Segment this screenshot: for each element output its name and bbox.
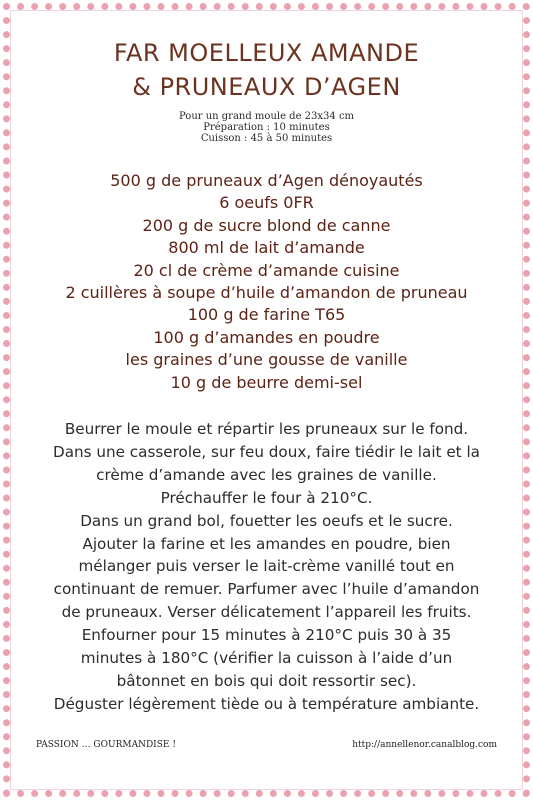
instruction-line: Dans une casserole, sur feu doux, faire tiédir le lait et la <box>53 442 480 461</box>
instruction-line: Enfourner pour 15 minutes à 210°C puis 30 à 35 <box>81 626 452 645</box>
instruction-line: mélanger puis verser le lait-crème vanillé tout en <box>78 557 455 576</box>
instruction-line: minutes à 180°C (vérifier la cuisson à l’aide d’un <box>80 649 453 668</box>
ingredient-item: 20 cl de crème d’amande cuisine <box>133 260 400 280</box>
footer-tagline: PASSION … GOURMANDISE ! <box>36 740 176 750</box>
instruction-line: continuant de remuer. Parfumer avec l’huile d’amandon <box>53 580 480 599</box>
instruction-line: Ajouter la farine et les amandes en poudre, bien <box>82 534 451 553</box>
ingredient-item: 2 cuillères à soupe d’huile d’amandon de pruneau <box>65 283 468 303</box>
instruction-line: Beurrer le moule et répartir les pruneaux sur le fond. <box>64 420 469 438</box>
instruction-line: Dans un grand bol, fouetter les oeufs et le sucre. <box>80 511 453 530</box>
meta-prep-time: Préparation : 10 minutes <box>203 122 330 133</box>
ingredient-item: 6 oeufs 0FR <box>219 193 314 213</box>
instructions <box>22 418 511 716</box>
ingredient-item: 200 g de sucre blond de canne <box>142 215 391 235</box>
ingredient-item: 500 g de pruneaux d’Agen dénoyautés <box>110 171 423 190</box>
footer-url: http://annellenor.canalblog.com <box>352 740 497 750</box>
ingredient-item: 10 g de beurre demi-sel <box>170 372 363 392</box>
instruction-line: crème d’amande avec les graines de vanille. <box>96 465 437 484</box>
ingredient-item: 100 g de farine T65 <box>187 305 346 325</box>
meta-cook-time: Cuisson : 45 à 50 minutes <box>200 133 333 144</box>
instruction-line: bâtonnet en bois qui doit ressortir sec). <box>116 671 417 690</box>
title-line: FAR MOELLEUX AMANDE <box>113 39 420 67</box>
ingredient-item: les graines d’une gousse de vanille <box>125 350 408 370</box>
ingredient-item: 800 ml de lait d’amande <box>168 238 365 258</box>
instruction-line: Déguster légèrement tiède ou à température ambiante. <box>53 694 480 713</box>
instruction-line: Préchauffer le four à 210°C. <box>160 488 373 507</box>
title-line: & PRUNEAUX D’AGEN <box>132 73 401 101</box>
meta-mold: Pour un grand moule de 23x34 cm <box>178 111 355 122</box>
recipe-meta <box>20 111 513 144</box>
ingredient-list <box>20 170 513 394</box>
instruction-line: de pruneaux. Verser délicatement l’appareil les fruits. <box>61 603 472 622</box>
footer <box>36 740 497 750</box>
ingredient-item: 100 g d’amandes en poudre <box>153 327 380 347</box>
recipe-title <box>20 36 513 104</box>
